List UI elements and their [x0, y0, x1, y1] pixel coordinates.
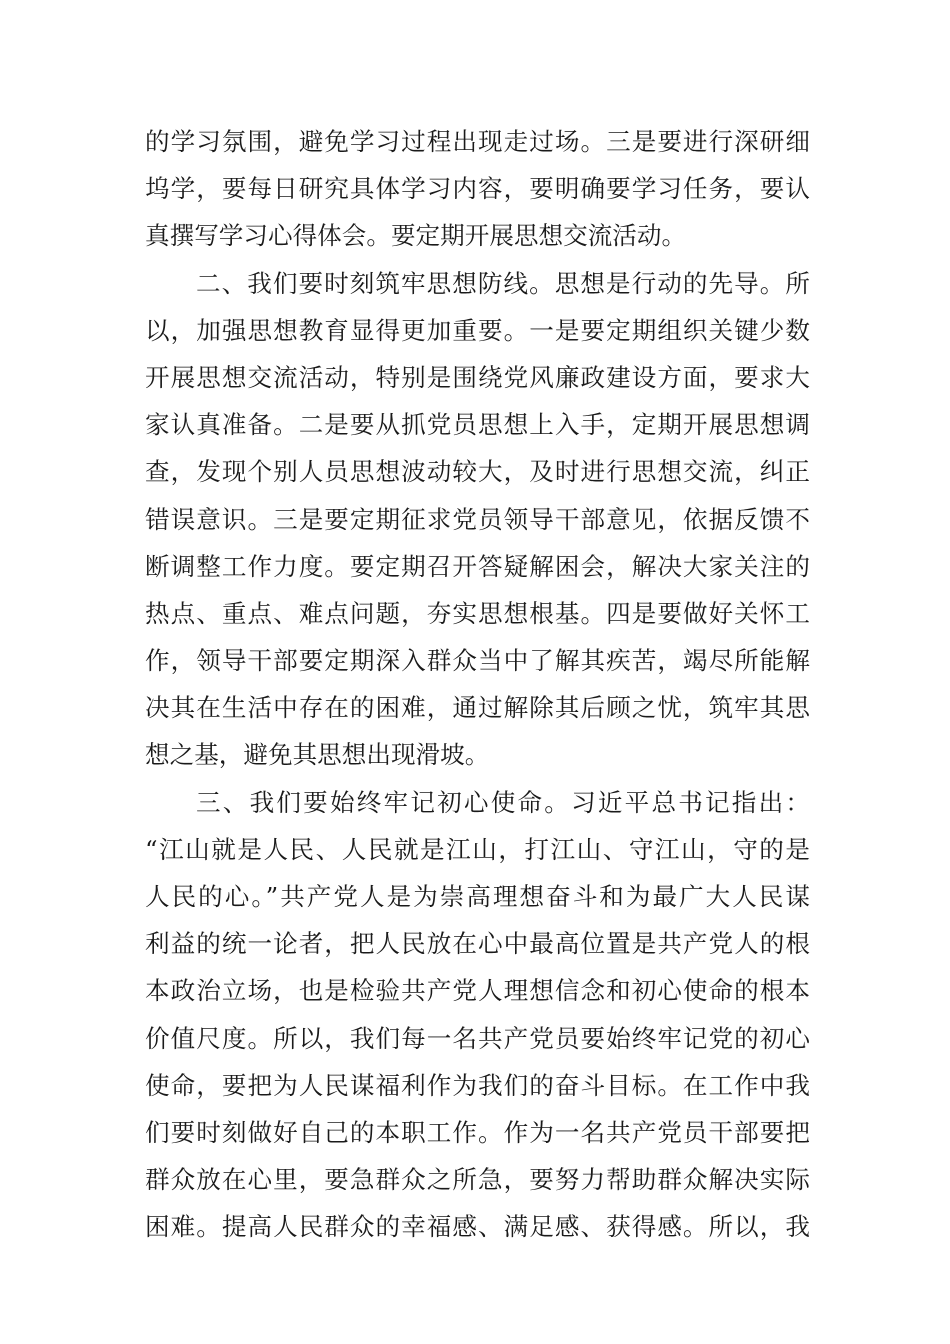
- text-line: 决其在生活中存在的困难，通过解除其后顾之忧，筑牢其思: [145, 693, 810, 723]
- text-line: 利益的统一论者，把人民放在心中最高位置是共产党人的根: [145, 929, 810, 959]
- text-line: 使命，要把为人民谋福利作为我们的奋斗目标。在工作中我: [145, 1070, 810, 1100]
- text-line: 的学习氛围，避免学习过程出现走过场。三是要进行深研细: [145, 127, 810, 156]
- text-line: 查，发现个别人员思想波动较大，及时进行思想交流，纠正: [145, 457, 810, 487]
- paragraph-heading-line: 三、我们要始终牢记初心使命。习近平总书记指出：: [196, 787, 810, 817]
- text-line: 断调整工作力度。要定期召开答疑解困会，解决大家关注的: [145, 551, 810, 581]
- text-line: “江山就是人民、人民就是江山，打江山、守江山，守的是: [145, 834, 810, 864]
- text-line: 作，领导干部要定期深入群众当中了解其疾苦，竭尽所能解: [145, 646, 810, 676]
- body-text: [145, 118, 810, 1251]
- text-line: 坞学，要每日研究具体学习内容，要明确要学习任务，要认: [145, 174, 810, 204]
- text-line: 开展思想交流活动，特别是围绕党风廉政建设方面，要求大: [145, 362, 810, 392]
- text-line: 错误意识。三是要定期征求党员领导干部意见，依据反馈不: [145, 504, 810, 534]
- text-line: 价值尺度。所以，我们每一名共产党员要始终牢记党的初心: [145, 1023, 810, 1053]
- text-line: 困难。提高人民群众的幸福感、满足感、获得感。所以，我: [145, 1212, 810, 1242]
- text-line: 家认真准备。二是要从抓党员思想上入手，定期开展思想调: [145, 410, 810, 440]
- text-line: 们要时刻做好自己的本职工作。作为一名共产党员干部要把: [145, 1117, 810, 1147]
- text-line: 热点、重点、难点问题，夯实思想根基。四是要做好关怀工: [145, 598, 810, 628]
- text-line: 人民的心。”共产党人是为崇高理想奋斗和为最广大人民谋: [145, 882, 810, 911]
- text-line: 群众放在心里，要急群众之所急，要努力帮助群众解决实际: [145, 1165, 810, 1195]
- text-line: 真撰写学习心得体会。要定期开展思想交流活动。: [145, 221, 687, 251]
- text-line: 想之基，避免其思想出现滑坡。: [145, 740, 490, 770]
- text-line: 本政治立场，也是检验共产党人理想信念和初心使命的根本: [145, 976, 810, 1006]
- text-line: 以，加强思想教育显得更加重要。一是要定期组织关键少数: [145, 315, 810, 345]
- paragraph-heading-line: 二、我们要时刻筑牢思想防线。思想是行动的先导。所: [196, 268, 810, 298]
